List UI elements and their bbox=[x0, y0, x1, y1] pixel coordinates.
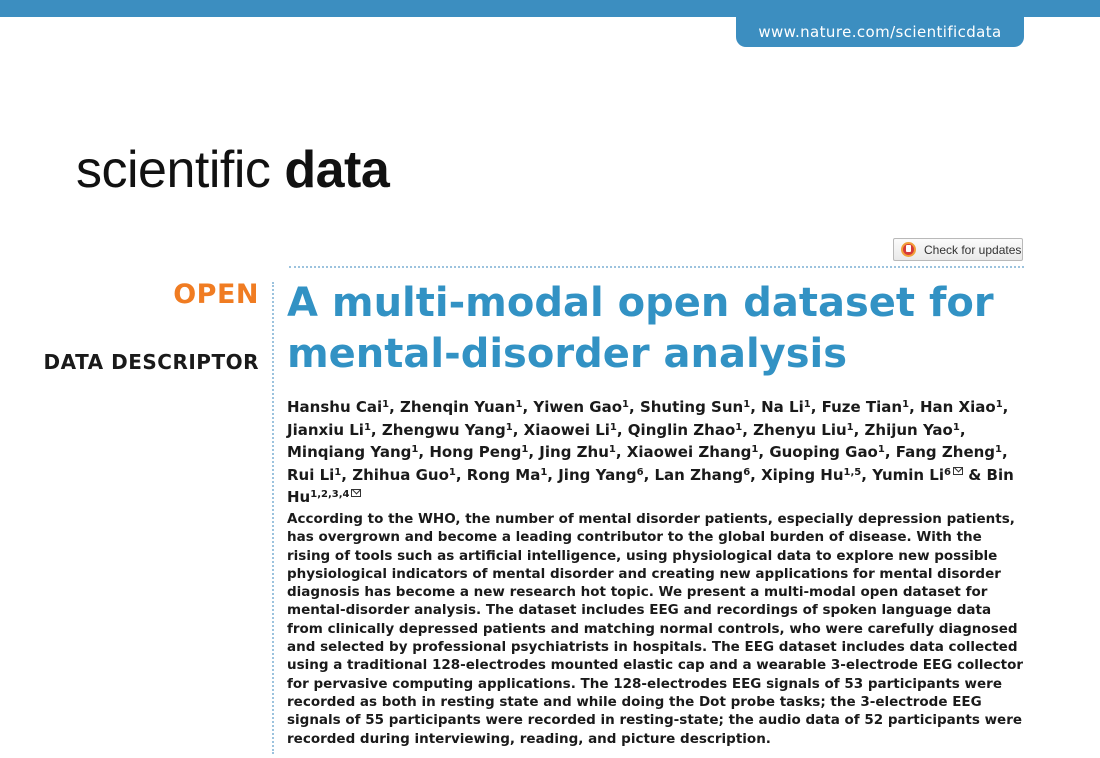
author-affiliation: 1 bbox=[995, 444, 1003, 455]
author-affiliation: 1 bbox=[505, 421, 513, 433]
author-name[interactable]: Xiping Hu bbox=[761, 465, 844, 484]
journal-logo-light: scientific bbox=[76, 141, 271, 199]
author-name[interactable]: Guoping Gao bbox=[769, 443, 878, 461]
author-name[interactable]: Fuze Tian bbox=[821, 398, 903, 416]
author-affiliation: 1 bbox=[622, 399, 630, 410]
open-access-label: OPEN bbox=[173, 279, 259, 310]
author-affiliation: 1 bbox=[521, 444, 529, 455]
author-affiliation: 1 bbox=[448, 466, 456, 478]
author-affiliation: 1 bbox=[382, 399, 390, 410]
author-affiliation: 1 bbox=[995, 399, 1003, 410]
author-name[interactable]: Shuting Sun bbox=[639, 398, 744, 416]
author-affiliation: 1 bbox=[877, 444, 885, 455]
author-name[interactable]: Lan Zhang bbox=[654, 465, 744, 484]
email-icon[interactable] bbox=[953, 467, 963, 475]
journal-url-link[interactable]: www.nature.com/scientificdata bbox=[736, 17, 1024, 47]
author-affiliation: 1 bbox=[334, 466, 342, 478]
author-affiliation: 1 bbox=[540, 466, 548, 478]
journal-logo[interactable] bbox=[76, 140, 389, 200]
author-affiliation: 1 bbox=[735, 421, 743, 433]
author-name[interactable]: Bin Hu bbox=[287, 465, 1014, 506]
abstract: According to the WHO, the number of mental disorder patients, especially depression patients, has overgrown and become a leading contributor to the global burden of disease. With the rising of tools such as artificial intelligence, using physiological data to explore new possible physiological indicators of mental disorder and creating new applications for mental disorder diagnosis has become a new research hot topic. We present a multi-modal open dataset for mental-disorder analysis. The dataset includes EEG and recordings of spoken language data from clinically depressed patients and matching normal controls, who were carefully diagnosed and selected by professional psychiatrists in hospitals. The EEG dataset includes data collected using a traditional 128-electrodes mounted elastic cap and a wearable 3-electrode EEG collector for pervasive computing applications. The 128-electrodes EEG signals of 53 participants were recorded as both in resting state and while doing the Dot probe tasks; the 3-electrode EEG signals of 55 participants were recorded in resting-state; the audio data of 52 participants were recorded during interviewing, reading, and picture description. bbox=[287, 511, 1024, 747]
author-affiliation: 1 bbox=[902, 399, 910, 410]
author-name[interactable]: Rui Li bbox=[287, 465, 335, 484]
author-affiliation: 6 bbox=[944, 466, 951, 478]
author-affiliation: 1 bbox=[952, 421, 960, 433]
author-name[interactable]: Zhengwu Yang bbox=[381, 420, 506, 439]
author-name[interactable]: Jing Zhu bbox=[539, 443, 609, 461]
author-affiliation: 1 bbox=[609, 421, 617, 433]
author-name[interactable]: Qinglin Zhao bbox=[627, 420, 736, 439]
author-affiliation: 1 bbox=[751, 444, 759, 455]
author-affiliation: 1 bbox=[411, 444, 419, 455]
author-affiliation: 1,2,3,4 bbox=[310, 489, 350, 500]
author-affiliation: 1,5 bbox=[843, 466, 862, 478]
author-name[interactable]: Xiaowei Zhang bbox=[626, 443, 752, 461]
author-affiliation: 6 bbox=[743, 466, 751, 478]
author-name[interactable]: Hong Peng bbox=[429, 443, 522, 461]
header-bar bbox=[0, 0, 1100, 17]
author-name[interactable]: Yumin Li bbox=[872, 465, 945, 484]
author-affiliation: 1 bbox=[515, 399, 523, 410]
check-for-updates-label: Check for updates bbox=[924, 242, 1022, 257]
author-affiliation: 6 bbox=[636, 466, 644, 478]
vertical-divider bbox=[272, 282, 274, 754]
author-name[interactable]: Rong Ma bbox=[466, 465, 541, 484]
horizontal-divider bbox=[289, 266, 1024, 268]
author-affiliation: 1 bbox=[363, 421, 371, 433]
article-title: A multi-modal open dataset for mental-disorder analysis bbox=[287, 280, 994, 377]
author-name[interactable]: Xiaowei Li bbox=[523, 420, 610, 439]
author-name[interactable]: Minqiang Yang bbox=[287, 443, 412, 461]
author-name[interactable]: Zhenyu Liu bbox=[753, 420, 847, 439]
author-affiliation: 1 bbox=[803, 399, 811, 410]
author-name[interactable]: Zhihua Guo bbox=[352, 465, 449, 484]
author-affiliation: 1 bbox=[743, 399, 751, 410]
email-icon[interactable] bbox=[351, 489, 361, 497]
author-affiliation: 1 bbox=[608, 444, 616, 455]
author-affiliation: 1 bbox=[846, 421, 854, 433]
crossmark-icon bbox=[901, 242, 916, 257]
check-for-updates-button[interactable] bbox=[893, 238, 1023, 261]
journal-logo-bold: data bbox=[284, 141, 390, 199]
author-name[interactable]: Han Xiao bbox=[919, 398, 996, 416]
author-name[interactable]: Jianxiu Li bbox=[287, 420, 364, 439]
author-name[interactable]: Na Li bbox=[761, 398, 804, 416]
author-list: Hanshu Cai$^1$, Zhenqin Yuan$^1$, Yiwen Gao$^1$, Shuting Sun$^1$, Na Li$^1$, Fuze Tian$^1$, Han Xiao$^1$, Jianxiu Li$^1$, Zhengwu Yang$^1$, Xiaowei Li$^1$, Qinglin Zhao$^1$, Zhenyu Liu$^1$, Zhijun Yao$^1$, Minqiang Yang$^1$, Hong Peng$^1$, Jing Zhu$^1$, Xiaowei Zhang$^1$, Guoping Gao$^1$, Fang Zheng$^1$, Rui Li$^1$, Zhihua Guo$^1$, Rong Ma$^1$, Jing Yang$^6$, Lan Zhang$^6$, Xiping Hu$^{1,5}$, Yumin Li$^6$ & Bin Hu$^{1,2,3,4}$ bbox=[287, 398, 1014, 506]
article-type-label: DATA DESCRIPTOR bbox=[43, 350, 259, 374]
author-name[interactable]: Yiwen Gao bbox=[533, 398, 623, 416]
author-name[interactable]: Zhenqin Yuan bbox=[400, 398, 516, 416]
author-name[interactable]: Hanshu Cai bbox=[287, 398, 383, 416]
author-name[interactable]: Fang Zheng bbox=[895, 443, 996, 461]
author-name[interactable]: Jing Yang bbox=[558, 465, 637, 484]
author-name[interactable]: Zhijun Yao bbox=[864, 420, 953, 439]
